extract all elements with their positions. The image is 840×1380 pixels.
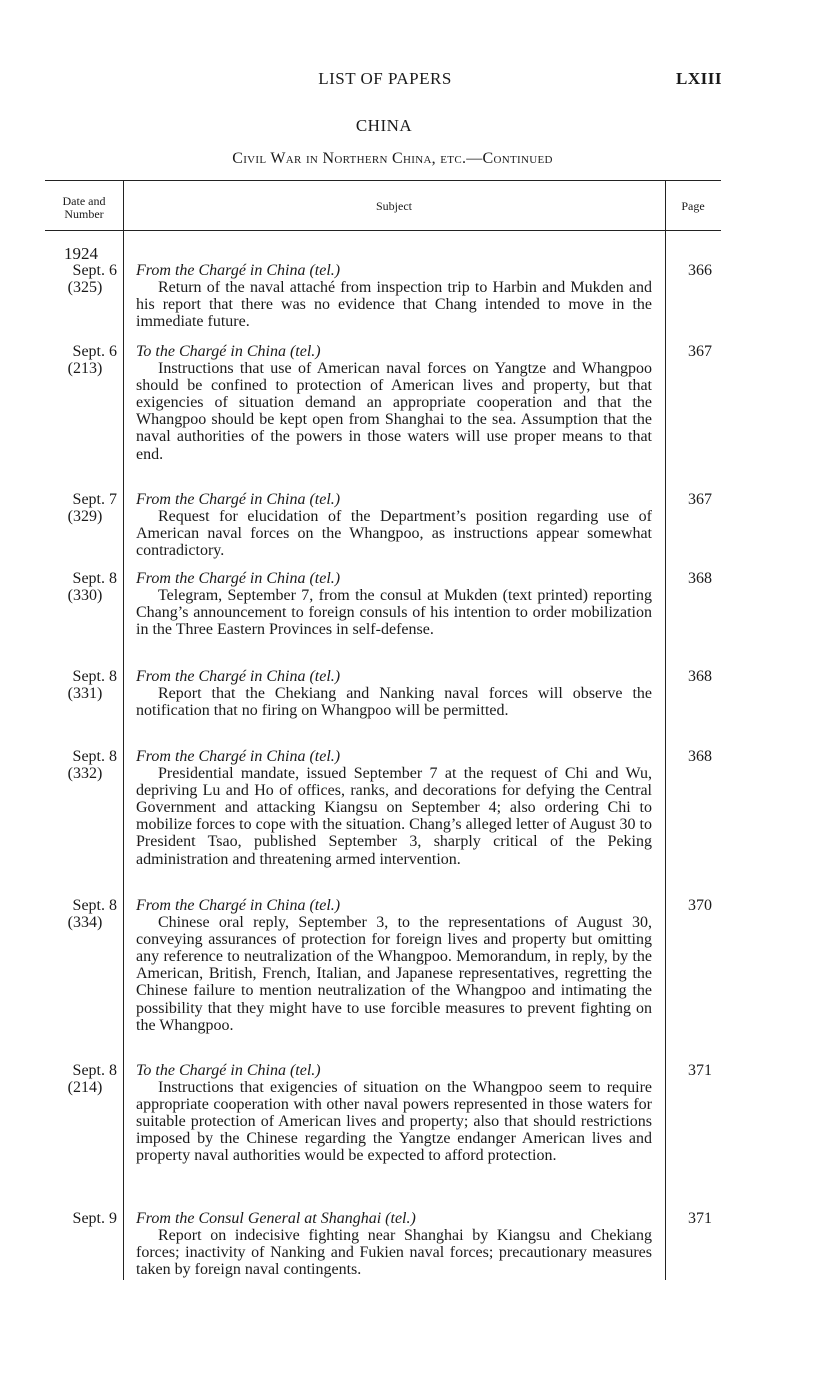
entry-number: (330) xyxy=(67,587,103,604)
entry-number: (331) xyxy=(67,685,103,702)
date-number-header xyxy=(45,195,123,221)
entry-from: From the Chargé in China (tel.) xyxy=(136,262,341,279)
entry-from: From the Chargé in China (tel.) xyxy=(136,491,341,508)
entry-description: Report on indecisive fighting near Shanghai by Kiangsu and Chekiang forces; inactivity of Nanking and Fukien naval forces; precautionary measures taken by foreign naval contingents. xyxy=(136,1227,652,1279)
entry-page: 366 xyxy=(688,262,712,279)
entry-from: From the Chargé in China (tel.) xyxy=(136,570,341,587)
entry-from: To the Chargé in China (tel.) xyxy=(136,1062,321,1079)
entry-page: 368 xyxy=(688,570,712,587)
entry-date: Sept. 8 xyxy=(72,570,117,587)
running-head xyxy=(0,69,840,93)
date-header-line1: Date and xyxy=(62,194,106,208)
running-title: LIST OF PAPERS xyxy=(318,69,452,88)
entry-page: 371 xyxy=(688,1062,712,1079)
year-label: 1924 xyxy=(64,244,98,263)
entry-page: 370 xyxy=(688,897,712,914)
entry-date-number xyxy=(45,491,121,525)
entry-date-number xyxy=(45,343,121,377)
entry-description: Report that the Chekiang and Nanking naval forces will observe the notification that no firing on Whangpoo will be permitted. xyxy=(136,685,652,720)
entry-from: From the Chargé in China (tel.) xyxy=(136,748,341,765)
entry-number: (325) xyxy=(67,279,103,296)
entry-from: From the Chargé in China (tel.) xyxy=(136,897,341,914)
entry-subject xyxy=(136,748,652,868)
entry-description: Presidential mandate, issued September 7 at the request of Chi and Wu, depriving Lu and Ho of offices, ranks, and decorations for defying the Central Government and attacking Kiangsu on September 4; also ordering Chi to mobilize forces to cope with the situation. Chang’s alleged letter of August 30 to President Tsao, published September 3, sharply critical of the Peking administration and threatening armed intervention. xyxy=(136,765,652,868)
entry-number: (334) xyxy=(67,914,103,931)
entry-date-number xyxy=(45,897,121,931)
entry-page: 371 xyxy=(688,1210,712,1227)
entry-date-number xyxy=(45,1062,121,1096)
subject-header: Subject xyxy=(376,199,412,213)
entry-page: 367 xyxy=(688,491,712,508)
entry-date: Sept. 7 xyxy=(72,491,117,508)
entry-date: Sept. 8 xyxy=(72,1062,117,1079)
table-top-rule xyxy=(45,180,721,181)
country-heading: CHINA xyxy=(355,116,413,135)
entry-description: Chinese oral reply, September 3, to the representations of August 30, conveying assurances of protection for foreign lives and property but omitting any reference to neutralization of the Whangpoo. Memorandum, in reply, by the American, British, French, Italian, and Japanese representatives, regretting the Chinese failure to mention neutralization of the Whangpoo and intimating the possibility that they might have to use forcible measures to prevent fighting on the Whangpoo. xyxy=(136,914,652,1034)
entry-page: 367 xyxy=(688,343,712,360)
entry-subject xyxy=(136,491,652,559)
entry-subject xyxy=(136,1210,652,1278)
entry-subject xyxy=(136,897,652,1034)
entry-description: Return of the naval attaché from inspection trip to Harbin and Mukden and his report that there was no evidence that Chang intended to move in the immediate future. xyxy=(136,279,652,331)
entry-page: 368 xyxy=(688,748,712,765)
table-header-rule xyxy=(45,230,721,231)
entry-description: Instructions that use of American naval forces on Yangtze and Whangpoo should be confined to protection of American lives and property, but that exigencies of situation demand an appropriate cooperation and that the Whangpoo should be kept open from Shanghai to the sea. Assumption that the naval authorities of the powers in those waters will use proper means to that end. xyxy=(136,360,652,463)
date-column-rule xyxy=(123,180,124,1280)
entry-from: From the Consul General at Shanghai (tel.) xyxy=(136,1210,416,1227)
entry-date: Sept. 6 xyxy=(72,343,117,360)
entry-date: Sept. 8 xyxy=(72,748,117,765)
entry-date: Sept. 6 xyxy=(72,262,117,279)
entry-date: Sept. 9 xyxy=(72,1210,117,1227)
entry-page: 368 xyxy=(688,668,712,685)
entry-number: (213) xyxy=(67,360,103,377)
entry-subject xyxy=(136,1062,652,1165)
entry-date: Sept. 8 xyxy=(72,668,117,685)
entry-date-number xyxy=(45,748,121,782)
entry-date-number xyxy=(45,262,121,296)
entry-subject xyxy=(136,343,652,463)
entry-number: (329) xyxy=(67,508,103,525)
date-header-line2: Number xyxy=(64,207,104,221)
entry-subject xyxy=(136,262,652,330)
entry-date-number xyxy=(45,1210,121,1227)
page-header: Page xyxy=(681,199,705,213)
entry-subject xyxy=(136,668,652,719)
entry-subject xyxy=(136,570,652,638)
entry-number: (332) xyxy=(67,765,103,782)
page-column-rule xyxy=(665,180,666,1280)
entry-date: Sept. 8 xyxy=(72,897,117,914)
entry-description: Instructions that exigencies of situation on the Whangpoo seem to require appropriate cooperation with other naval powers represented in those waters for suitable protection of American lives and property; also that should restrictions imposed by the Chinese regarding the Yangtze endanger American lives and property naval authorities would be expected to afford protection. xyxy=(136,1079,652,1165)
entry-date-number xyxy=(45,668,121,702)
entry-from: To the Chargé in China (tel.) xyxy=(136,343,321,360)
entry-number: (214) xyxy=(67,1079,103,1096)
entry-description: Telegram, September 7, from the consul at Mukden (text printed) reporting Chang’s announcement to foreign consuls of his intention to order mobilization in the Three Eastern Provinces in self-defense. xyxy=(136,587,652,639)
entry-date-number xyxy=(45,570,121,604)
entry-from: From the Chargé in China (tel.) xyxy=(136,668,341,685)
section-heading: Civil War in Northern China, etc.—Continued xyxy=(232,150,553,167)
page-folio: LXIII xyxy=(676,69,722,88)
entry-description: Request for elucidation of the Department’s position regarding use of American naval forces on the Whangpoo, as instructions appear somewhat contradictory. xyxy=(136,508,652,560)
